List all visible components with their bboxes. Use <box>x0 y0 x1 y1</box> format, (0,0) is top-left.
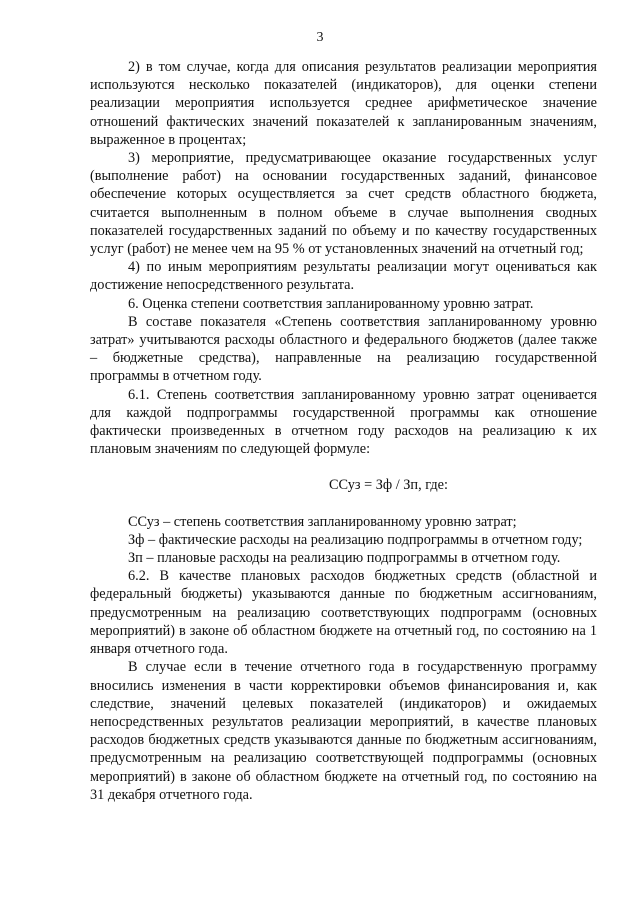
page-number: 3 <box>316 30 324 45</box>
document-body <box>90 58 597 804</box>
formula: ССуз = Зф / Зп, где: <box>329 477 448 494</box>
definition-zf: Зф – фактические расходы на реализацию подпрограммы в отчетном году; <box>128 531 583 548</box>
paragraph-item-4: 4) по иным мероприятиям результаты реализации могут оцениваться как достижение непосредственного результата. <box>90 259 597 294</box>
paragraph-6-1: 6.1. Степень соответствия запланированному уровню затрат оценивается для каждой подпрограммы государственной программы как отношение фактически произведенных в отчетном году расходов на реализацию к их плановым значениям по следующей формуле: <box>90 386 597 458</box>
definition-ssuz: ССуз – степень соответствия запланированному уровню затрат; <box>128 513 517 530</box>
paragraph-item-2: 2) в том случае, когда для описания результатов реализации мероприятия используются несколько показателей (индикаторов), для оценки степени реализации мероприятия используется среднее арифметическое значение отношений фактических значений показателей к запланированным значениям, выраженное в процентах; <box>90 59 597 148</box>
paragraph-item-3: 3) мероприятие, предусматривающее оказание государственных услуг (выполнение работ) на основании государственных заданий, финансовое обеспечение которых осуществляется за счет средств областного бюджета, считается выполненным в полном объеме в случае выполнения сводных показателей государственных заданий по объему и по качеству государственных услуг (работ) не менее чем на 95 % от установленных значений на отчетный год; <box>90 150 597 258</box>
section-heading-6: 6. Оценка степени соответствия запланированному уровню затрат. <box>128 295 534 312</box>
definition-zp: Зп – плановые расходы на реализацию подпрограммы в отчетном году. <box>128 550 561 567</box>
paragraph-indicator-composition: В составе показателя «Степень соответствия запланированному уровню затрат» учитываются расходы областного и федерального бюджетов (далее также – бюджетные средства), направленные на реализацию государственной программы в отчетном году. <box>90 313 597 385</box>
paragraph-6-2: 6.2. В качестве плановых расходов бюджетных средств (областной и федеральный бюджеты) указываются данные по бюджетным ассигнованиям, предусмотренным на реализацию соответствующих подпрограмм (основных мероприятий) в законе об областном бюджете на отчетный год, по состоянию на 1 января отчетного года. <box>90 568 597 658</box>
paragraph-changes: В случае если в течение отчетного года в государственную программу вносились изменения в части корректировки объемов финансирования и, как следствие, значений целевых показателей (индикаторов) и ожидаемых непосредственных результатов реализации мероприятий, в качестве плановых расходов бюджетных средств указываются данные по бюджетным ассигнованиям, предусмотренным на реализацию соответствующей подпрограммы (основных мероприятий) в законе об областном бюджете на отчетный год, по состоянию на 31 декабря отчетного года. <box>90 659 597 803</box>
